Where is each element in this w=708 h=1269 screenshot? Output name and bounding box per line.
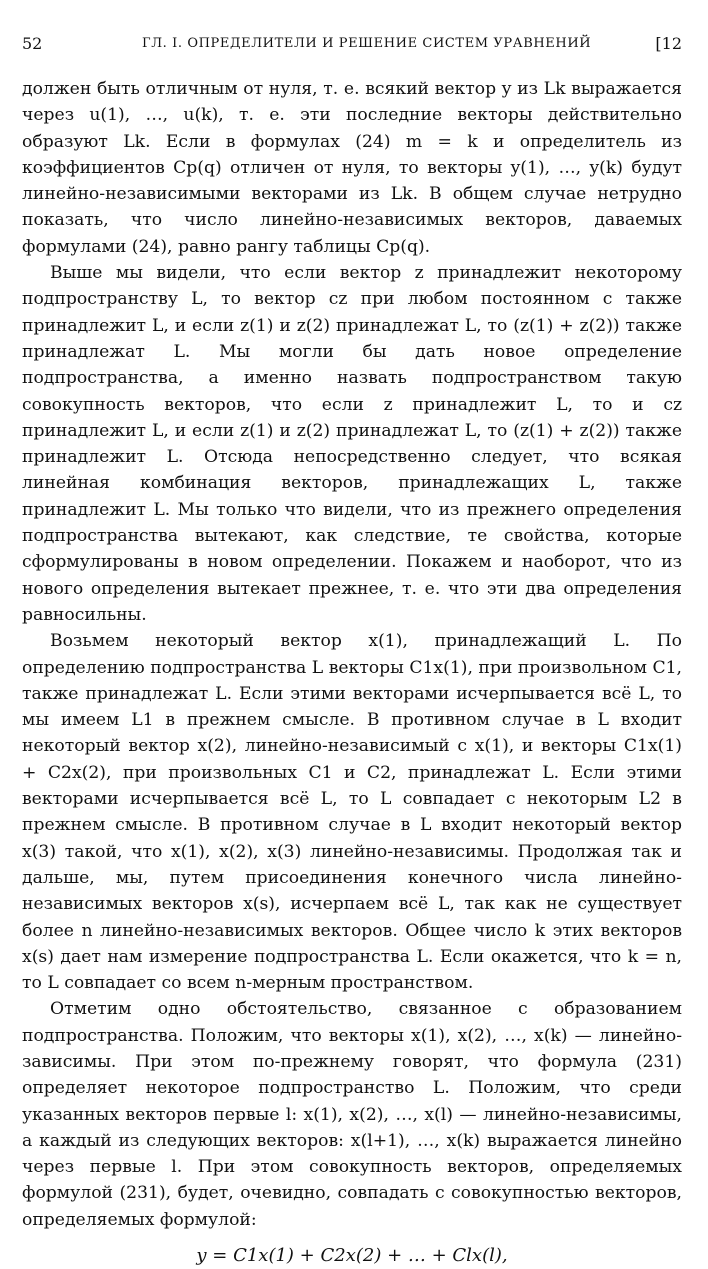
paragraph: должен быть отличным от нуля, т. е. всякий вектор y из Lk выражается через u(1), …, u(k), т. е. эти последние векторы действительно образуют Lk. Если в формулах (24) m = k и определитель из коэффициентов Cp(q) отличен от нуля, то векторы y(1), …, y(k) будут линейно-независимыми векторами из Lk. В общем случае нетрудно показать, что число линейно-независимых векторов, даваемых формулами (24), равно рангу таблицы Cp(q).: [22, 79, 682, 257]
paragraph: Выше мы видели, что если вектор z принадлежит некоторому подпространству L, то вектор cz при любом постоянном c также принадлежит L, и если z(1) и z(2) принадлежат L, то (z(1) + z(2)) также принадлежат L. Мы могли бы дать новое определение подпространства, а именно назвать подпространством такую совокупность векторов, что если z принадлежит L, то и cz принадлежит L, и если z(1) и z(2) принадлежат L, то (z(1) + z(2)) также принадлежит L. Отсюда непосредственно следует, что всякая линейная комбинация векторов, принадлежащих L, также принадлежит L. Мы только что видели, что из прежнего определения подпространства вытекают, как следствие, те свойства, которые сформулированы в новом определении. Покажем и наоборот, что из нового определения вытекает прежнее, т. е. что эти два определения равносильны.: [22, 263, 682, 625]
section-number: [12: [655, 34, 682, 53]
page: [22, 34, 682, 1269]
paragraph: Отметим одно обстоятельство, связанное с образованием подпространства. Положим, что векторы x(1), x(2), …, x(k) — линейно-зависимы. При этом по-прежнему говорят, что формула (231) определяет некоторое подпространство L. Положим, что среди указанных векторов первые l: x(1), x(2), …, x(l) — линейно-независимы, а каждый из следующих векторов: x(l+1), …, x(k) выражается линейно через первые l. При этом совокупность векторов, определяемых формулой (231), будет, очевидно, совпадать с совокупностью векторов, определяемых формулой:: [22, 999, 682, 1230]
running-header: [22, 34, 682, 60]
body-text: [22, 76, 682, 1269]
page-number: 52: [22, 34, 43, 53]
display-formula: y = C1x(1) + C2x(2) + … + Clx(l),: [196, 1245, 508, 1267]
chapter-title: ГЛ. I. ОПРЕДЕЛИТЕЛИ И РЕШЕНИЕ СИСТЕМ УРАВНЕНИЙ: [142, 36, 592, 51]
paragraph: Возьмем некоторый вектор x(1), принадлежащий L. По определению подпространства L векторы C1x(1), при произвольном C1, также принадлежат L. Если этими векторами исчерпывается всё L, то мы имеем L1 в прежнем смысле. В противном случае в L входит некоторый вектор x(2), линейно-независимый с x(1), и векторы C1x(1) + C2x(2), при произвольных C1 и C2, принадлежат L. Если этими векторами исчерпывается всё L, то L совпадает с некоторым L2 в прежнем смысле. В противном случае в L входит некоторый вектор x(3) такой, что x(1), x(2), x(3) линейно-независимы. Продолжая так и дальше, мы, путем присоединения конечного числа линейно-независимых векторов x(s), исчерпаем всё L, так как не существует более n линейно-независимых векторов. Общее число k этих векторов x(s) дает нам измерение подпространства L. Если окажется, что k = n, то L совпадает со всем n-мерным пространством.: [22, 631, 682, 994]
